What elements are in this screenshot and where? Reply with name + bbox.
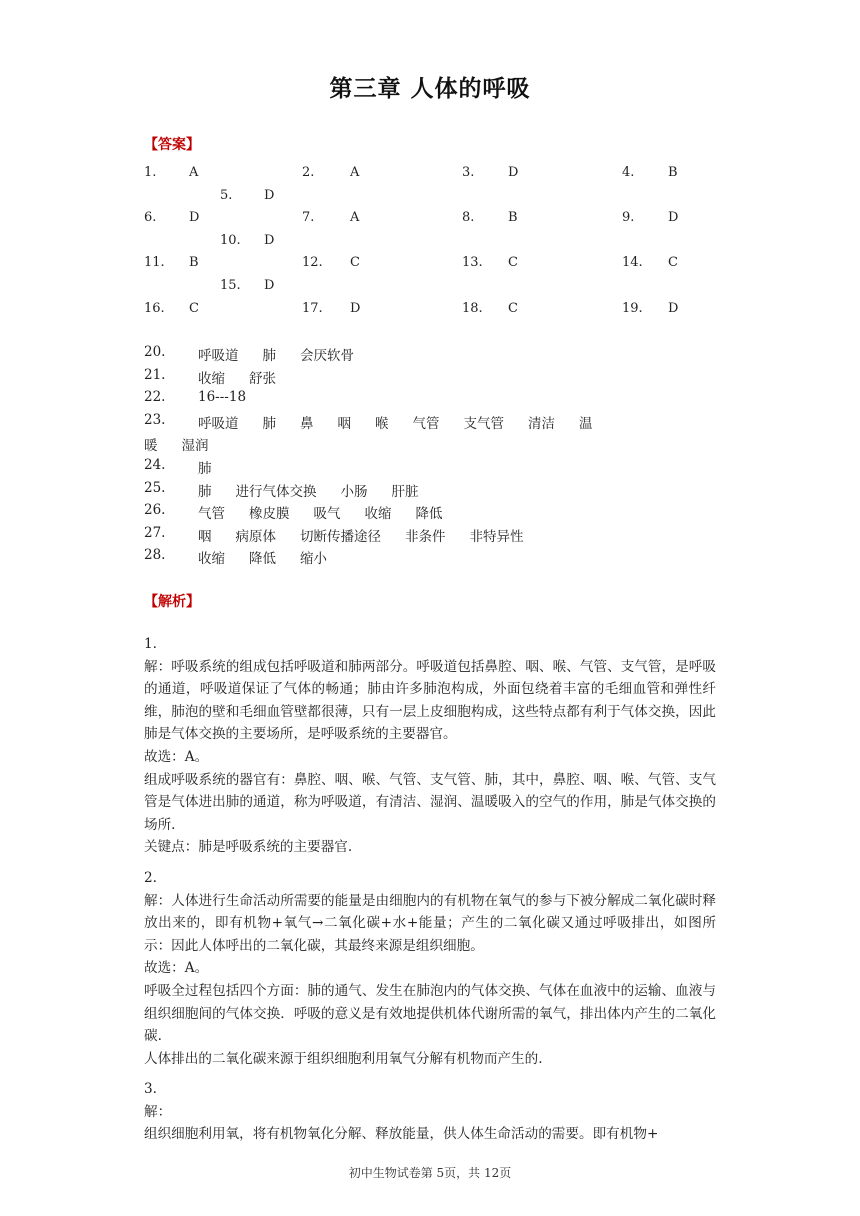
answer-row	[144, 547, 724, 570]
answer-word: 病原体	[235, 528, 276, 545]
analysis-paragraph: 解：人体进行生命活动所需要的能量是由细胞内的有机物在氧气的参与下被分解成二氧化碳时释放出来的，即有机物+氧气→二氧化碳+水+能量；产生的二氧化碳又通过呼吸排出，如图所示：因此人体呼出的二氧化碳，其最终来源是组织细胞。	[144, 892, 716, 954]
answer-row	[144, 344, 724, 367]
answer-word: 气管	[198, 506, 225, 523]
question-number: 15.	[220, 277, 241, 293]
answer-word: 喉	[375, 415, 389, 432]
answer-choice: A	[189, 165, 199, 180]
page-footer: 初中生物试卷第 5页，共 12页	[348, 1166, 512, 1180]
answer-choice: C	[350, 255, 360, 271]
answer-word: 会厌软骨	[300, 348, 354, 364]
answer-word: 吸气	[313, 506, 341, 523]
answer-words	[198, 412, 617, 432]
answer-choice: D	[264, 232, 275, 248]
answer-row	[144, 457, 724, 480]
question-number: 19.	[622, 300, 643, 316]
question-number: 8.	[462, 210, 475, 226]
answer-words	[198, 457, 236, 477]
answer-choice: B	[668, 165, 678, 180]
question-number: 16.	[144, 300, 165, 316]
question-number: 21.	[144, 366, 166, 383]
question-number: 28.	[144, 547, 166, 564]
multiple-choice-answers	[144, 165, 724, 323]
answer-choice: C	[508, 300, 518, 316]
analysis-paragraph: 关键点：肺是呼吸系统的主要器官.	[144, 839, 353, 856]
answer-choice: D	[189, 210, 200, 226]
question-number: 2.	[302, 165, 315, 180]
answer-row	[144, 165, 724, 188]
question-number: 3.	[462, 165, 475, 180]
answer-word: 进行气体交换	[235, 483, 317, 500]
answer-word: 咽	[337, 415, 351, 432]
answer-choice: C	[668, 255, 678, 271]
question-number: 14.	[622, 255, 643, 271]
answer-word: 舒张	[249, 370, 276, 387]
answer-choice: B	[508, 210, 518, 226]
answer-word: 支气管	[463, 415, 504, 432]
answer-word: 咽	[198, 528, 212, 545]
answer-words	[198, 480, 443, 500]
answer-word: 肺	[262, 415, 276, 432]
answer-words	[198, 525, 548, 545]
answer-word: 非特异性	[469, 528, 524, 545]
answer-words	[198, 367, 300, 387]
question-number: 24.	[144, 456, 166, 473]
answer-word: 肺	[262, 348, 276, 364]
answer-choice: D	[264, 187, 275, 203]
answer-word: 收缩	[198, 370, 225, 387]
answer-word: 呼吸道	[198, 348, 239, 364]
analysis-number: 1.	[144, 636, 157, 652]
answer-choice: D	[508, 165, 519, 180]
question-number: 22.	[144, 389, 166, 406]
analysis-paragraph: 人体排出的二氧化碳来源于组织细胞利用氧气分解有机物而产生的.	[144, 1050, 543, 1067]
answer-word: 气管	[412, 415, 440, 432]
answer-row	[144, 210, 724, 233]
answer-row	[144, 233, 724, 256]
analysis-heading: 【解析】	[144, 594, 200, 610]
answer-word: 橡皮膜	[249, 506, 290, 523]
answer-row	[144, 389, 724, 412]
answer-choice: B	[189, 255, 199, 271]
analysis-item	[144, 633, 716, 859]
answer-choice: C	[508, 255, 518, 271]
answer-word: 16---18	[198, 389, 247, 406]
question-number: 4.	[622, 165, 635, 180]
answer-word: 暖	[144, 438, 158, 455]
analysis-paragraph: 故选：A。	[144, 960, 209, 977]
question-number: 13.	[462, 255, 483, 271]
answer-word: 降低	[415, 506, 443, 523]
question-number: 6.	[144, 210, 157, 226]
answer-choice: D	[668, 300, 679, 316]
analysis-paragraph: 故选：A。	[144, 748, 209, 765]
answer-word: 切断传播途径	[300, 528, 381, 545]
answer-row	[144, 412, 724, 435]
answer-row	[144, 434, 724, 457]
question-number: 12.	[302, 255, 323, 271]
answer-word: 非条件	[405, 528, 446, 545]
analysis-number: 2.	[144, 869, 157, 886]
answer-word: 肺	[198, 483, 212, 500]
page-title: 第三章 人体的呼吸	[329, 76, 531, 102]
answer-choice: C	[189, 300, 199, 316]
answer-row	[144, 301, 724, 324]
question-number: 20.	[144, 344, 166, 360]
answer-word: 鼻	[300, 415, 314, 432]
question-number: 7.	[302, 210, 315, 226]
fill-in-answers	[144, 344, 724, 570]
answer-word: 肺	[198, 460, 212, 477]
answer-words	[144, 434, 233, 454]
analysis-paragraph: 组成呼吸系统的器官有：鼻腔、咽、喉、气管、支气管、肺，其中，鼻腔、咽、喉、气管、支气管是气体进出肺的通道，称为呼吸道，有清洁、湿润、温暖吸入的空气的作用，肺是气体交换的场所.	[144, 771, 716, 833]
analysis-section	[144, 633, 716, 1154]
analysis-number: 3.	[144, 1081, 157, 1098]
answer-word: 温	[579, 415, 593, 432]
question-number: 10.	[220, 232, 241, 248]
question-number: 18.	[462, 300, 483, 316]
answer-row	[144, 188, 724, 211]
question-number: 26.	[144, 502, 166, 519]
question-number: 1.	[144, 165, 157, 180]
analysis-item	[144, 867, 716, 1070]
answer-words	[198, 344, 378, 364]
question-number: 11.	[144, 255, 165, 271]
answers-heading: 【答案】	[144, 137, 200, 153]
answer-choice: D	[350, 300, 361, 316]
answer-row	[144, 480, 724, 503]
question-number: 23.	[144, 411, 166, 428]
answer-word: 肝脏	[391, 483, 419, 500]
answer-word: 缩小	[300, 551, 327, 568]
answer-word: 降低	[249, 551, 276, 568]
question-number: 25.	[144, 479, 166, 496]
answer-choice: A	[350, 210, 360, 226]
analysis-paragraph: 组织细胞利用氧，将有机物氧化分解、释放能量，供人体生命活动的需要。即有机物+	[144, 1126, 659, 1143]
answer-word: 收缩	[364, 506, 392, 523]
answer-row	[144, 367, 724, 390]
answer-choice: A	[350, 165, 360, 180]
answer-word: 小肠	[340, 483, 368, 500]
question-number: 17.	[302, 300, 323, 316]
analysis-paragraph: 呼吸全过程包括四个方面：肺的通气、发生在肺泡内的气体交换、气体在血液中的运输、血液与组织细胞间的气体交换．呼吸的意义是有效地提供机体代谢所需的氧气，排出体内产生的二氧化碳.	[144, 982, 716, 1045]
answer-choice: D	[668, 210, 679, 226]
answer-word: 湿润	[181, 438, 209, 455]
analysis-paragraph: 解：	[144, 1103, 172, 1120]
answer-word: 收缩	[198, 551, 225, 568]
analysis-paragraph: 解：呼吸系统的组成包括呼吸道和肺两部分。呼吸道包括鼻腔、咽、喉、气管、支气管，是呼吸的通道，呼吸道保证了气体的畅通；肺由许多肺泡构成，外面包绕着丰富的毛细血管和弹性纤维，肺泡的壁和毛细血管壁都很薄，只有一层上皮细胞构成，这些特点都有利于气体交换，因此肺是气体交换的主要场所，是呼吸系统的主要器官。	[144, 658, 716, 743]
answer-words	[198, 389, 270, 405]
analysis-item	[144, 1078, 716, 1146]
answer-word: 呼吸道	[198, 415, 239, 432]
answer-words	[198, 547, 351, 567]
answer-row	[144, 502, 724, 525]
answer-row	[144, 278, 724, 301]
question-number: 9.	[622, 210, 635, 226]
answer-row	[144, 255, 724, 278]
question-number: 27.	[144, 524, 166, 541]
question-number: 5.	[220, 187, 233, 203]
answer-words	[198, 502, 467, 522]
answer-choice: D	[264, 277, 275, 293]
answer-row	[144, 525, 724, 548]
answer-word: 清洁	[528, 415, 555, 432]
